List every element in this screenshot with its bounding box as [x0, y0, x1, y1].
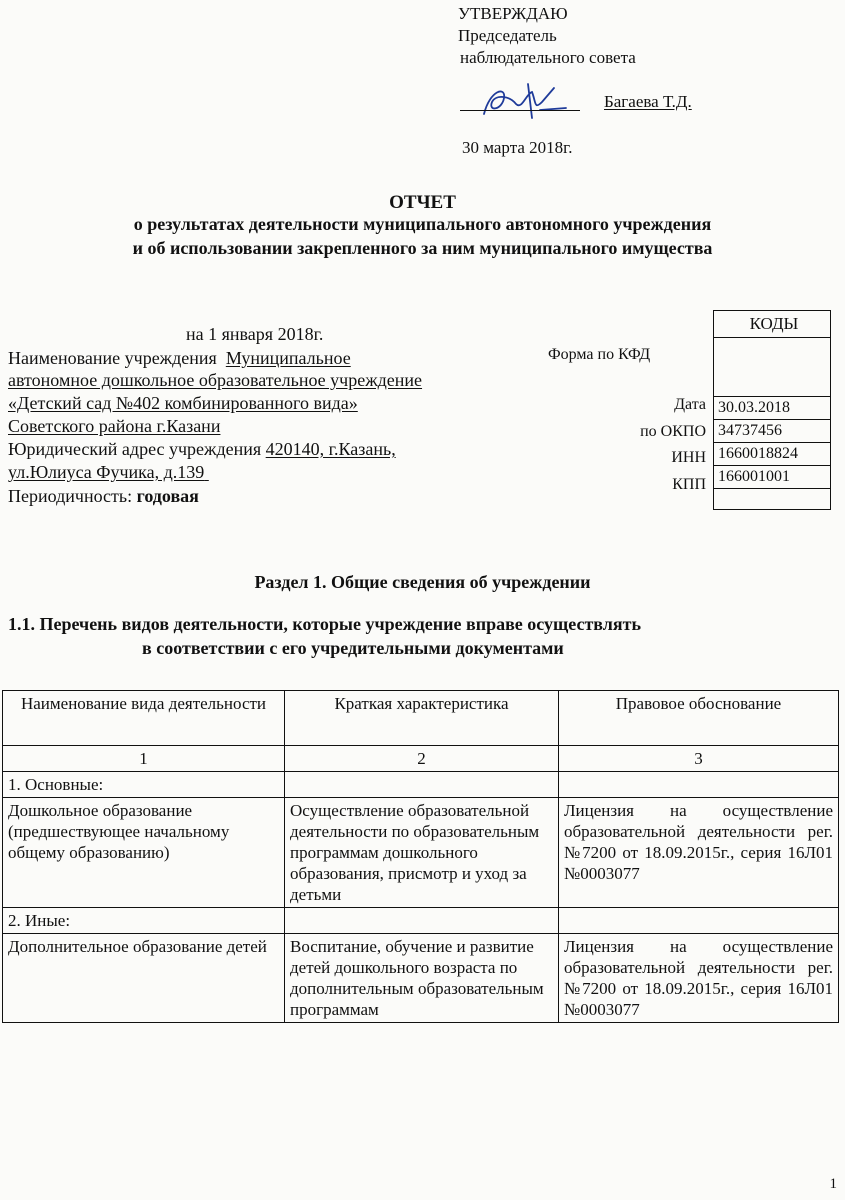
date-value: 30.03.2018	[714, 397, 831, 420]
approver-role-line2: наблюдательного совета	[460, 48, 636, 67]
column-number: 1	[3, 746, 285, 772]
kpp-label: КПП	[672, 476, 706, 493]
activity-description: Осуществление образовательной деятельности по образовательным программам дошкольного образования, присмотр и уход за детьми	[285, 798, 559, 908]
kpp-value: 166001001	[714, 466, 831, 489]
address-line1: 420140, г.Казань,	[265, 439, 396, 459]
page-number: 1	[829, 1176, 837, 1192]
column-number-row	[3, 746, 839, 772]
report-subtitle-line2: и об использовании закрепленного за ним муниципального имущества	[132, 238, 713, 258]
activity-name: Дошкольное образование (предшествующее начальному общему образованию)	[3, 798, 285, 908]
codes-table	[713, 310, 831, 510]
section-1-title: Раздел 1. Общие сведения об учреждении	[254, 572, 591, 592]
column-number: 2	[285, 746, 559, 772]
address-line2: ул.Юлиуса Фучика, д.139	[8, 462, 205, 482]
approver-role-line1: Председатель	[458, 26, 557, 45]
address-line2-row	[8, 462, 442, 483]
inn-label: ИНН	[671, 449, 706, 466]
institution-name-line2: автономное дошкольное образовательное учреждение	[8, 370, 423, 390]
column-number: 3	[559, 746, 839, 772]
report-title: ОТЧЕТ	[389, 192, 456, 213]
signature-icon	[470, 80, 570, 122]
blank-code-cell	[714, 489, 831, 510]
header-legal-basis: Правовое обоснование	[559, 691, 839, 746]
report-subtitle-line1: о результатах деятельности муниципального автономного учреждения	[133, 214, 712, 234]
institution-name-line4: Советского района г.Казани	[8, 416, 221, 436]
periodicity-label: Периодичность:	[8, 486, 133, 506]
activity-legal-basis: Лицензия на осуществление образовательной деятельности рег.№7200 от 18.09.2015г., серия 16Л01 №0003077	[559, 798, 839, 908]
signature-line	[460, 110, 580, 111]
okpo-label: по ОКПО	[640, 423, 706, 440]
approval-date: 30 марта 2018г.	[462, 138, 573, 157]
as-of-date: на 1 января 2018г.	[186, 324, 324, 344]
group-label: 2. Иные:	[3, 908, 285, 934]
group-row-other	[3, 908, 839, 934]
table-row	[3, 934, 839, 1023]
approval-title: УТВЕРЖДАЮ	[458, 4, 568, 23]
address-row	[8, 439, 396, 460]
address-label: Юридический адрес учреждения	[8, 439, 262, 459]
activity-name: Дополнительное образование детей	[3, 934, 285, 1023]
periodicity-row	[8, 486, 199, 507]
activity-description: Воспитание, обучение и развитие детей дошкольного возраста по дополнительным образовательным программам	[285, 934, 559, 1023]
activity-legal-basis: Лицензия на осуществление образовательной деятельности рег.№7200 от 18.09.2015г., серия 16Л01 №0003077	[559, 934, 839, 1023]
institution-name-line1: Муниципальное	[225, 348, 351, 368]
institution-name-line3: «Детский сад №402 комбинированного вида»	[8, 393, 358, 413]
approver-name: Багаева Т.Д.	[604, 92, 692, 111]
form-kfd-value	[714, 338, 831, 397]
table-row	[3, 798, 839, 908]
address-blank-underline	[204, 462, 442, 483]
inn-value: 1660018824	[714, 443, 831, 466]
okpo-value: 34737456	[714, 420, 831, 443]
table-header-row	[3, 691, 839, 746]
form-kfd-label: Форма по КФД	[548, 346, 651, 363]
date-label: Дата	[674, 396, 706, 413]
subsection-1-1-line2: в соответствии с его учредительными документами	[142, 638, 564, 658]
institution-name-label: Наименование учреждения	[8, 348, 217, 368]
activities-table	[2, 690, 839, 1023]
group-row-main	[3, 772, 839, 798]
header-activity-name: Наименование вида деятельности	[3, 691, 285, 746]
codes-header: КОДЫ	[714, 311, 831, 338]
periodicity-value: годовая	[136, 486, 199, 506]
group-label: 1. Основные:	[3, 772, 285, 798]
header-description: Краткая характеристика	[285, 691, 559, 746]
institution-name-row	[8, 348, 351, 369]
subsection-1-1-line1: 1.1. Перечень видов деятельности, которые учреждение вправе осуществлять	[8, 614, 641, 634]
